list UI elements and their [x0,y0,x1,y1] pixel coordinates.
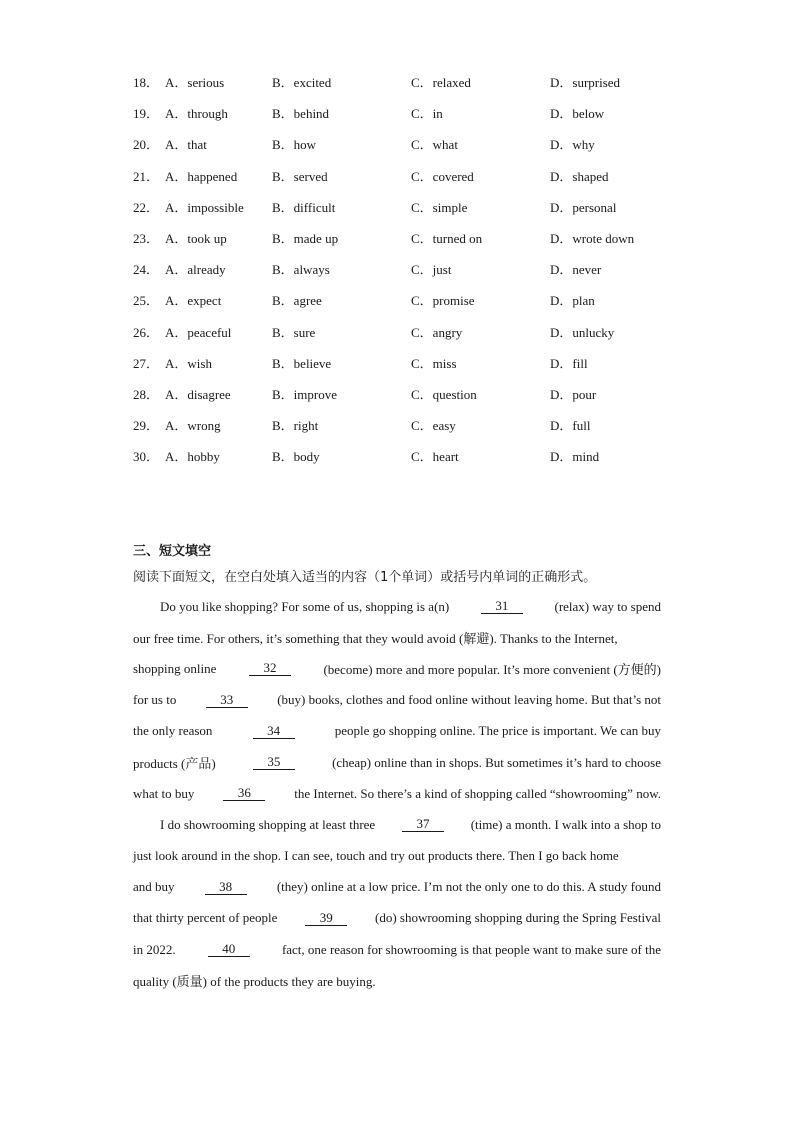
passage-text: our free time. For others, it’s something that they would avoid (解避). Thanks to the Internet, [133,631,618,647]
option-d: D．never [550,262,602,278]
option-a: A．impossible [165,199,244,215]
option-b: B．believe [272,355,332,371]
option-a: A．peaceful [165,324,232,340]
blank-35[interactable]: 35 [253,755,295,770]
option-c: C．miss [411,355,457,371]
question-number: 20． [133,137,160,153]
option-c: C．relaxed [411,75,471,91]
option-row-28 [133,378,670,409]
passage-text: (do) showrooming shopping during the Spring Festival [374,910,661,926]
passage-text: Do you like shopping? For some of us, shopping is a(n) [160,598,450,614]
option-c: C．simple [411,199,468,215]
question-number: 18． [133,75,160,91]
passage-line [133,747,661,778]
question-number: 21． [133,168,160,184]
blank-39[interactable]: 39 [305,911,347,926]
passage-line [133,965,661,996]
option-b: B．improve [272,386,337,402]
option-d: D．plan [550,293,595,309]
option-c: C．just [411,262,452,278]
option-d: D．mind [550,449,600,465]
passage-text: the only reason [133,723,213,739]
question-number: 25． [133,293,160,309]
blank-38[interactable]: 38 [205,880,247,895]
option-a: A．wrong [165,418,221,434]
option-b: B．sure [272,324,316,340]
question-number: 29． [133,418,160,434]
option-row-20 [133,128,670,159]
option-a: A．expect [165,293,222,309]
passage-text: and buy [133,879,175,895]
option-d: D．why [550,137,595,153]
blank-32[interactable]: 32 [249,661,291,676]
question-number: 26． [133,324,160,340]
option-b: B．how [272,137,317,153]
passage-text: shopping online [133,660,217,676]
option-row-26 [133,316,670,347]
blank-36[interactable]: 36 [223,786,265,801]
option-b: B．made up [272,231,339,247]
option-row-24 [133,253,670,284]
option-b: B．body [272,449,320,465]
passage-text: in 2022. [133,941,176,957]
option-a: A．happened [165,168,238,184]
option-a: A．that [165,137,207,153]
option-d: D．surprised [550,75,621,91]
passage-text: what to buy [133,785,195,801]
option-a: A．serious [165,75,225,91]
passage-line [133,903,661,934]
passage-text: just look around in the shop. I can see, touch and try out products there. Then I go back home [133,848,619,864]
option-a: A．through [165,106,228,122]
option-c: C．heart [411,449,459,465]
passage-text: (become) more and more popular. It’s more convenient (方便的) [323,662,661,678]
passage-text: people go shopping online. The price is important. We can buy [334,723,661,739]
passage-text: products (产品) [133,756,216,772]
option-d: D．full [550,418,591,434]
option-a: A．disagree [165,386,231,402]
passage-text: (buy) books, clothes and food online without leaving home. But that’s not [277,692,661,708]
option-a: A．hobby [165,449,220,465]
option-b: B．behind [272,106,330,122]
passage-line [133,622,661,653]
option-row-29 [133,409,670,440]
passage-text: that thirty percent of people [133,910,278,926]
question-number: 19． [133,106,160,122]
option-a: A．wish [165,355,212,371]
question-number: 22． [133,199,160,215]
option-row-22 [133,191,670,222]
question-number: 30． [133,449,160,465]
option-b: B．excited [272,75,332,91]
question-number: 28． [133,386,160,402]
option-row-19 [133,97,670,128]
option-d: D．wrote down [550,231,635,247]
blank-40[interactable]: 40 [208,942,250,957]
passage-text: quality (质量) of the products they are buying. [133,974,376,990]
passage-line [133,716,661,747]
option-a: A．already [165,262,226,278]
option-d: D．below [550,106,605,122]
passage-text: (time) a month. I walk into a shop to [470,816,661,832]
section-title: 三、短文填空 [133,544,212,559]
option-row-30 [133,440,670,471]
passage-line [133,934,661,965]
passage-text: (relax) way to spend [554,598,661,614]
option-b: B．right [272,418,319,434]
option-d: D．shaped [550,168,609,184]
blank-31[interactable]: 31 [481,599,523,614]
passage-text: the Internet. So there’s a kind of shopping called “showrooming” now. [294,785,661,801]
blank-37[interactable]: 37 [402,817,444,832]
blank-34[interactable]: 34 [253,724,295,739]
passage-text: for us to [133,692,177,708]
option-c: C．what [411,137,458,153]
option-c: C．angry [411,324,463,340]
question-number: 23． [133,231,160,247]
option-c: C．easy [411,418,456,434]
passage-line [133,685,661,716]
passage-line [133,591,661,622]
passage-text: (they) online at a low price. I’m not the only one to do this. A study found [276,879,661,895]
option-c: C．in [411,106,443,122]
option-b: B．served [272,168,328,184]
passage-line [133,872,661,903]
passage-text: fact, one reason for showrooming is that people want to make sure of the [281,941,661,957]
option-c: C．turned on [411,231,483,247]
option-b: B．difficult [272,199,336,215]
option-row-25 [133,284,670,315]
option-d: D．unlucky [550,324,615,340]
option-row-18 [133,66,670,97]
option-a: A．took up [165,231,227,247]
option-row-27 [133,347,670,378]
option-c: C．promise [411,293,475,309]
option-c: C．question [411,386,477,402]
passage-text: I do showrooming shopping at least three [160,816,376,832]
question-number: 27． [133,355,160,371]
passage-line [133,653,661,684]
blank-33[interactable]: 33 [206,693,248,708]
option-row-23 [133,222,670,253]
passage-line [133,778,661,809]
options-list [133,66,670,471]
option-d: D．personal [550,199,617,215]
cloze-passage [133,591,661,996]
option-row-21 [133,160,670,191]
option-b: B．always [272,262,330,278]
option-c: C．covered [411,168,474,184]
passage-line [133,809,661,840]
question-number: 24． [133,262,160,278]
option-d: D．fill [550,355,588,371]
option-b: B．agree [272,293,322,309]
passage-line [133,841,661,872]
section-instruction: 阅读下面短文，在空白处填入适当的内容（1个单词）或括号内单词的正确形式。 [133,570,597,585]
passage-text: (cheap) online than in shops. But sometimes it’s hard to choose [332,754,661,770]
option-d: D．pour [550,386,597,402]
